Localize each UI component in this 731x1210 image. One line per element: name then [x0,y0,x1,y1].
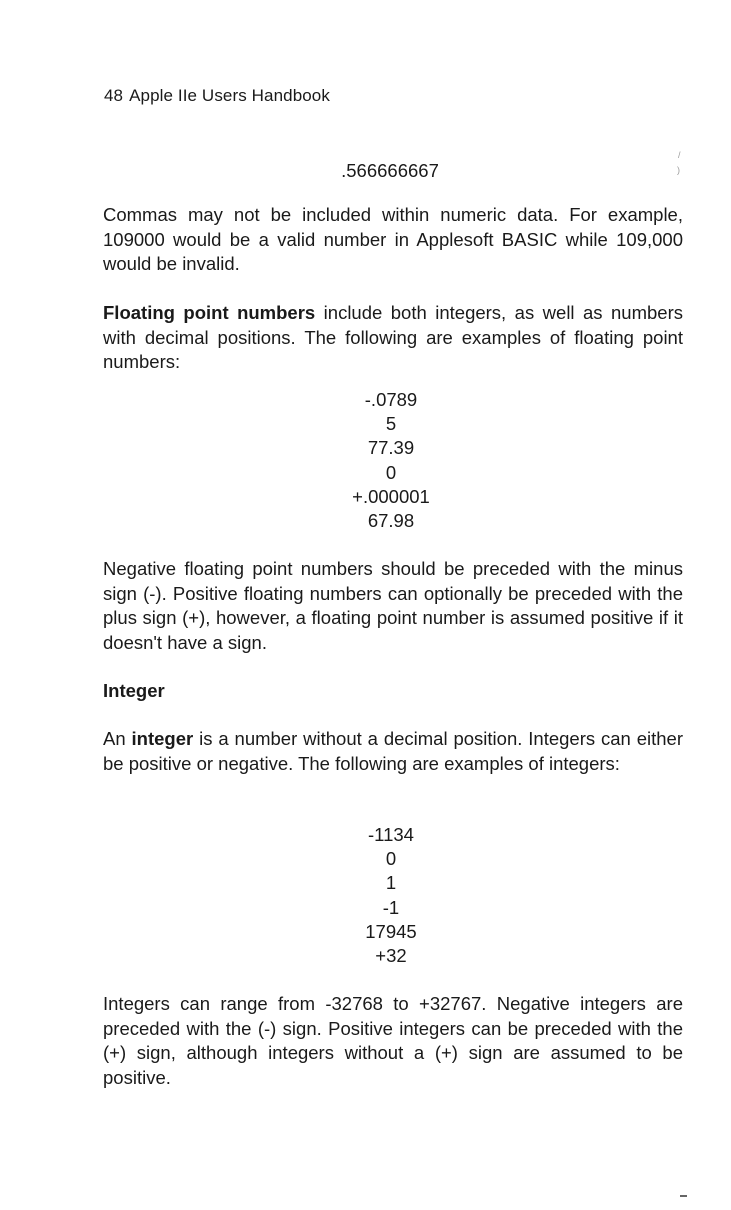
paragraph-floating-point [103,301,683,375]
integer-example: 17945 [365,920,417,942]
float-example: -.0789 [364,389,418,410]
paragraph-commas: Commas may not be included within numeric data. For example, 109000 would be a valid number in Applesoft BASIC while 109,000 would be invalid. [103,204,683,274]
corner-mark [680,1195,687,1197]
integer-example: 1 [385,872,397,894]
float-example: 77.39 [367,437,415,459]
paragraph-floating-point-text: include both integers, as well as numbers with decimal positions. The following are examples of floating point numbers: [103,302,683,372]
float-example: +.000001 [352,485,430,507]
integer-example: +32 [375,945,407,967]
float-example: 0 [385,461,397,483]
term-integer: integer [131,728,194,749]
integer-example: -1134 [368,824,414,845]
float-example: 5 [385,413,397,435]
section-heading-integer: Integer [103,680,165,701]
running-header [104,86,330,106]
float-example: 67.98 [367,510,415,532]
paragraph-negative-floats: Negative floating point numbers should be preceded with the minus sign (-). Positive floating numbers can optionally be preceded with the plus sign (+), however, a floating point number is assumed positive if it doesn't have a sign. [103,558,683,653]
integer-example: 0 [385,848,397,870]
page-number: 48 [104,86,124,105]
margin-mark: / [678,150,681,160]
paragraph-integer-text: is a number without a decimal position. Integers can either be positive or negative. The following are examples of integers: [103,728,683,774]
paragraph-integer [103,727,683,776]
paragraph-integer-range: Integers can range from -32768 to +32767. Negative integers are preceded with the (-) sign. Positive integers can be preceded with the (+) sign, although integers without a (+) sign are assumed to be positive. [103,993,683,1088]
book-title: Apple IIe Users Handbook [129,86,330,105]
numeric-example-value: .566666667 [341,160,439,181]
paragraph-integer-prefix: An [103,728,132,749]
integer-example: -1 [382,896,400,918]
integer-examples [311,823,471,968]
margin-mark: ) [677,165,680,175]
term-floating-point: Floating point numbers [103,302,316,323]
floating-point-examples [311,388,471,533]
